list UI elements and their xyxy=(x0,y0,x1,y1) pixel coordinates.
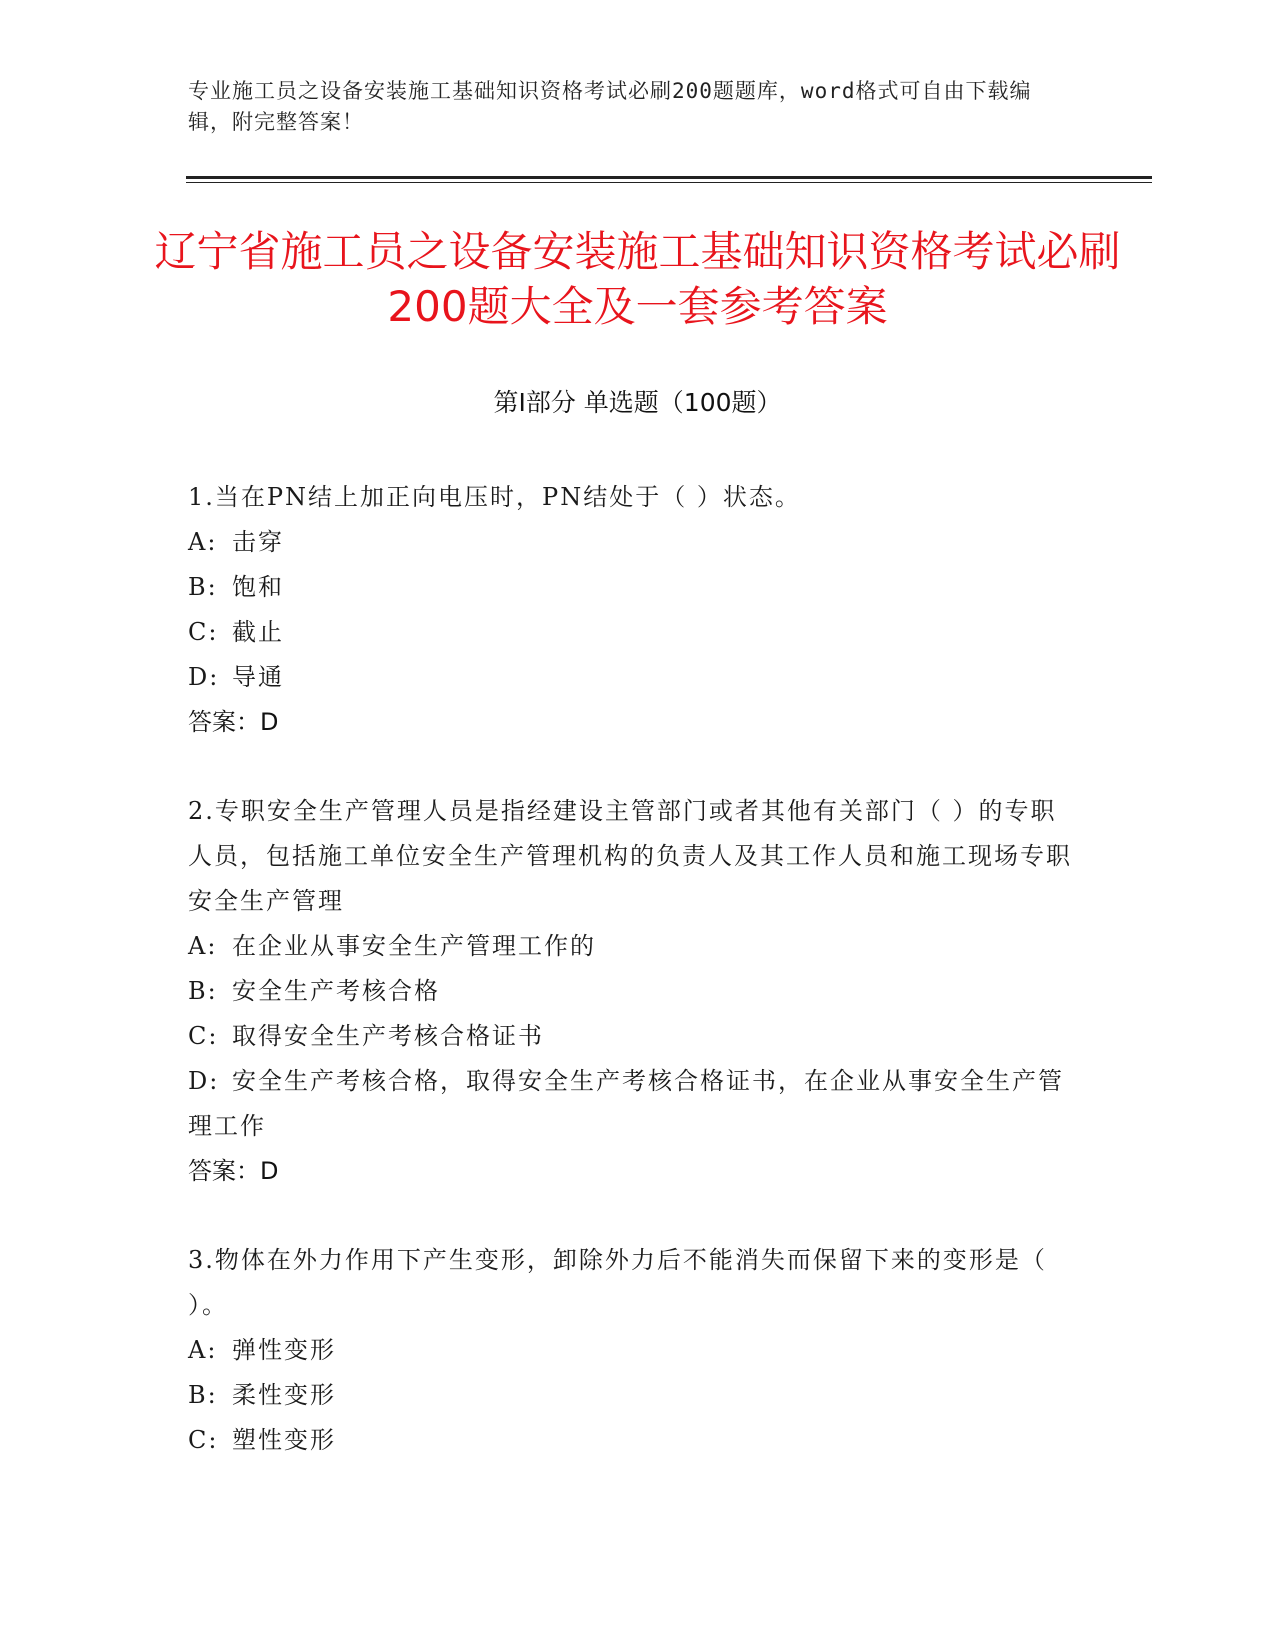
option-text: 弹性变形 xyxy=(232,1336,336,1364)
option-key: C: xyxy=(188,618,219,646)
question-stem: 1.当在PN结上加正向电压时，PN结处于（ ）状态。 xyxy=(188,483,801,511)
question-option-a xyxy=(188,1328,1078,1373)
option-key: B: xyxy=(188,1381,218,1409)
option-key: C: xyxy=(188,1426,219,1454)
question-option-a xyxy=(188,520,1078,565)
option-text: 柔性变形 xyxy=(232,1381,336,1409)
option-text: 在企业从事安全生产管理工作的 xyxy=(232,932,596,960)
option-text: 塑性变形 xyxy=(232,1426,336,1454)
question-3 xyxy=(188,1238,1078,1463)
question-option-d xyxy=(188,655,1078,700)
question-option-c xyxy=(188,1014,1078,1059)
question-option-b xyxy=(188,565,1078,610)
option-key: D: xyxy=(188,1067,220,1095)
question-option-b xyxy=(188,1373,1078,1418)
header-note: 专业施工员之设备安装施工基础知识资格考试必刷200题题库，word格式可自由下载编辑，附完整答案！ xyxy=(188,79,1032,134)
question-option-a xyxy=(188,924,1078,969)
option-key: A: xyxy=(188,528,218,556)
option-key: B: xyxy=(188,573,218,601)
option-text: 取得安全生产考核合格证书 xyxy=(232,1022,544,1050)
option-text: 饱和 xyxy=(232,573,284,601)
question-answer: 答案：D xyxy=(188,1157,279,1185)
option-text: 导通 xyxy=(232,663,284,691)
option-text: 击穿 xyxy=(232,528,284,556)
question-stem: 2.专职安全生产管理人员是指经建设主管部门或者其他有关部门（ ）的专职人员，包括施工单位安全生产管理机构的负责人及其工作人员和施工现场专职安全生产管理 xyxy=(188,797,1072,915)
question-option-c xyxy=(188,1418,1078,1463)
option-text: 截止 xyxy=(232,618,284,646)
question-1 xyxy=(188,475,1078,745)
question-list xyxy=(188,475,1078,1463)
option-key: A: xyxy=(188,932,218,960)
question-answer: 答案：D xyxy=(188,708,279,736)
option-key: A: xyxy=(188,1336,218,1364)
question-stem: 3.物体在外力作用下产生变形，卸除外力后不能消失而保留下来的变形是（ ）。 xyxy=(188,1246,1047,1319)
question-option-b xyxy=(188,969,1078,1014)
option-key: D: xyxy=(188,663,220,691)
option-key: B: xyxy=(188,977,218,1005)
document-title: 辽宁省施工员之设备安装施工基础知识资格考试必刷200题大全及一套参考答案 xyxy=(154,227,1121,331)
question-option-c xyxy=(188,610,1078,655)
header-rule-thick xyxy=(186,176,1152,179)
question-option-d xyxy=(188,1059,1078,1149)
option-text: 安全生产考核合格，取得安全生产考核合格证书，在企业从事安全生产管理工作 xyxy=(188,1067,1064,1140)
section-title: 第Ⅰ部分 单选题（100题） xyxy=(493,388,782,417)
header-rule-thin xyxy=(186,182,1152,183)
option-key: C: xyxy=(188,1022,219,1050)
option-text: 安全生产考核合格 xyxy=(232,977,440,1005)
question-2 xyxy=(188,789,1078,1194)
